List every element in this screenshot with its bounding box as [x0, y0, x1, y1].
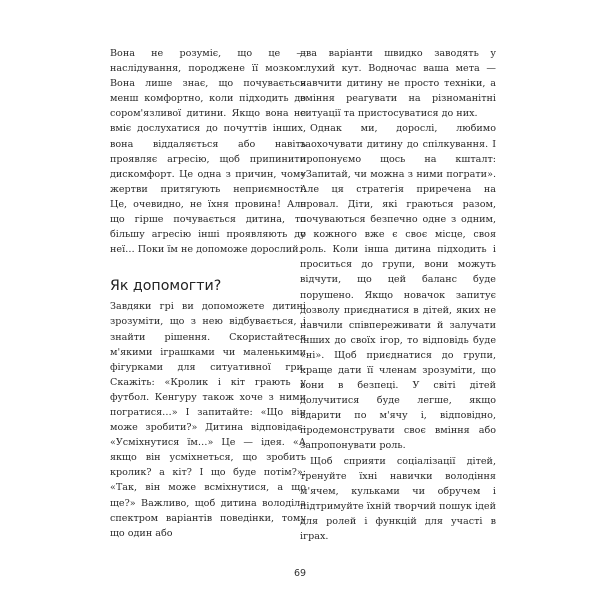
- body-paragraph: Однак ми, дорослі, любимо заохочувати дитину до спілкування. І пропонуємо щось на кшталт: «Запитай, чи можна з ними пограти». Але ця стратегія приречена на провал. Діти, які граються разом, почуваються безпечно одне з одним, у кожного вже є своє місце, своя роль. Коли інша дитина підходить і проситься до групи, вони можуть відчути, що цей баланс буде порушено. Якщо новачок запитує дозволу приєднатися в дітей, яких не навчили співпереживати й залучати інших до своїх ігор, то відповідь буде «ні». Щоб приєднатися до групи, краще дати її членам зрозуміти, що вони в безпеці. У світі дітей долучитися буде легше, якщо вдарити по м'ячу і, відповідно, продемонструвати своє вміння або запропонувати роль.: [300, 123, 496, 452]
- left-column: [110, 46, 306, 541]
- body-paragraph: два варіанти швидко заводять у глухий кут. Водночас ваша мета — навчити дитину не просто техніки, а вміння реагувати на різноманітні ситуації та пристосуватися до них.: [300, 48, 496, 120]
- section-heading: Як допомогти?: [110, 278, 222, 295]
- body-paragraph: Вона не розуміє, що це — наслідування, породжене її мозком. Вона лише знає, що почувається менш комфортно, коли підходить до сором'язливої дитини. Якщо вона не вміє дослухатися до почуттів інших, вона віддаляється або навіть проявляє агресію, щоб припинити дискомфорт. Це одна з причин, чому жертви притягують неприємності. Це, очевидно, не їхня провина! Але що гірше почувається дитина, то більшу агресію інші проявляють до неї… Поки їм не допоможе дорослий.: [110, 48, 306, 256]
- right-column: [300, 46, 496, 544]
- body-paragraph: Щоб сприяти соціалізації дітей, тренуйте їхні навички володіння м'ячем, кульками чи обручем і підтримуйте їхній творчий пошук ідей для ролей і функцій для участі в іграх.: [300, 455, 496, 542]
- page-number: 69: [293, 568, 307, 579]
- body-paragraph: Завдяки грі ви допоможете дитині зрозуміти, що з нею відбувається, і знайти рішення. Скористайтеся м'якими іграшками чи маленькими фігурками для ситуативної гри. Скажіть: «Кролик і кіт грають у футбол. Кенгуру також хоче з ними погратися…» І запитайте: «Що він може зробити?» Дитина відповідає: «Усміхнутися їм…» Це — ідея. «А якщо він усміхнеться, що зробить кролик? а кіт? І що буде потім?»; «Так, він може всміхнутися, а що ще?» Важливо, щоб дитина володіла спектром варіантів поведінки, тому що один або: [110, 301, 306, 539]
